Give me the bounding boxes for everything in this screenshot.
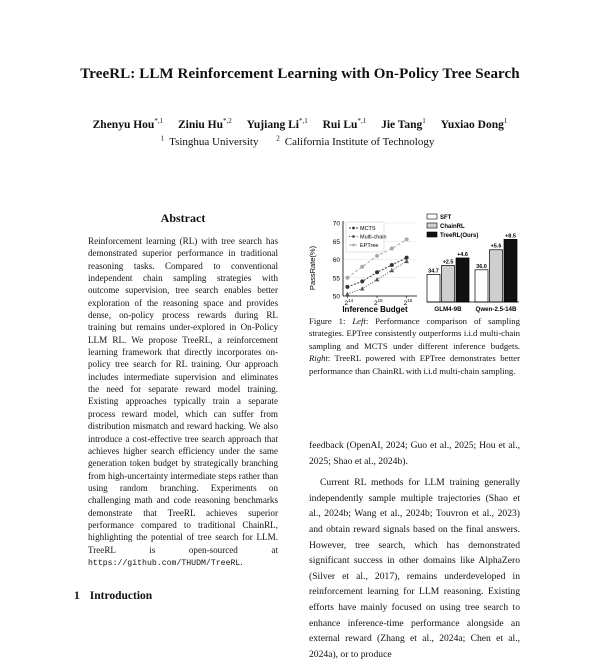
data-point xyxy=(360,265,364,269)
bar-value-label: +4.6 xyxy=(457,251,468,258)
bar xyxy=(442,265,455,302)
paragraph: feedback (OpenAI, 2024; Guo et al., 2025; Hou et al., 2025; Shao et al., 2024b). xyxy=(309,440,520,467)
legend-label: SFT xyxy=(440,215,452,221)
legend-marker xyxy=(352,235,355,238)
legend-marker xyxy=(352,244,355,247)
affiliation: $^1$ Tsinghua University xyxy=(160,134,259,148)
bar xyxy=(475,270,488,302)
x-tick-label: $2^{15}$ xyxy=(374,298,383,307)
author: Zhenyu Hou$^{*,1}$ xyxy=(92,117,164,131)
bar xyxy=(456,258,469,302)
legend-swatch xyxy=(427,232,437,237)
y-tick-label: 70 xyxy=(332,220,340,228)
bar-value-label: +8.5 xyxy=(505,233,516,240)
affiliations xyxy=(0,134,600,148)
category-label: GLM4-9B xyxy=(434,306,462,313)
bar-value-label: +5.6 xyxy=(490,243,502,250)
bar-value-label: 36.0 xyxy=(476,263,487,270)
section-heading-introduction: 1 Introduction xyxy=(74,590,153,602)
figure-caption: Figure 1: Left: Performance comparison of sampling strategies. EPTree consistently outperforms i.i.d multi-chain sampling and MCTS under different inference budgets. Right: TreeRL powered with EPTree demonstrates better performance than ChainRL with i.i.d multi-chain sampling. xyxy=(309,316,520,376)
data-point xyxy=(345,276,349,280)
data-point xyxy=(345,292,350,296)
line-chart xyxy=(305,213,425,315)
author: Yujiang $Li^{*,1}$ xyxy=(246,117,308,131)
data-point xyxy=(390,268,395,272)
legend-swatch xyxy=(427,214,437,219)
author: Jie Tang$^1$ xyxy=(381,117,426,131)
y-tick-label: 50 xyxy=(332,293,340,301)
bar xyxy=(490,250,503,302)
legend-label: MCTS xyxy=(360,226,376,232)
bar-value-label: +2.5 xyxy=(442,259,454,266)
data-point xyxy=(375,254,379,258)
data-point xyxy=(360,279,364,283)
author: Rui $Lu^{*,1}$ xyxy=(322,117,367,131)
data-point xyxy=(405,237,409,241)
x-tick-label: $2^{14}$ xyxy=(344,298,354,307)
bar xyxy=(427,274,440,302)
legend-label: TreeRL(Ours) xyxy=(440,233,479,239)
data-point xyxy=(390,263,394,267)
y-tick-label: 65 xyxy=(332,238,340,246)
affiliation: $^2$ California Institute of Technology xyxy=(276,134,435,148)
paper-title: TreeRL: LLM Reinforcement Learning with On-Policy Tree Search xyxy=(80,66,520,82)
abstract-body: Reinforcement learning (RL) with tree search has demonstrated superior performance in traditional reasoning tasks. Compared to conventional independent chain sampling strategies with outcome supervision, tree search enables better exploration of the reasoning space and provides dense, on-policy process rewards during RL training but remains under-explored in On-Policy LLM RL. We propose TreeRL, a reinforcement learning framework that directly incorporates on-policy tree search for RL training. Our approach includes intermediate supervision and eliminates the need for separate reward model training. Existing approaches typically train a separate process reward model, which can suffer from distribution mismatch and reward hacking. We also introduce a cost-effective tree search approach that achieves higher search efficiency under the same generation token budget by strategically branching from high-uncertainty intermediate steps rather than using random branching. Experiments on challenging math and code reasoning benchmarks demonstrate that TreeRL achieves superior performance compared to traditional ChainRL, highlighting the potential of tree search for LLM. TreeRL is open-sourced at https://github.com/THUDM/TreeRL. xyxy=(88,236,278,568)
data-point xyxy=(345,285,349,289)
legend-swatch xyxy=(427,223,437,228)
right-column-text xyxy=(309,438,520,668)
x-tick-label: $2^{16}$ xyxy=(403,298,413,307)
bar-value-label: 34.7 xyxy=(428,268,439,275)
data-point xyxy=(390,247,394,251)
author-list xyxy=(0,117,600,131)
x-axis-label: Inference Budget xyxy=(342,305,408,314)
y-tick-label: 60 xyxy=(332,257,340,264)
author: Ziniu $Hu^{*,2}$ xyxy=(177,117,232,131)
author: Yuxiao Dong$^1$ xyxy=(440,117,508,131)
y-axis-label: PassRate(%) xyxy=(308,245,317,291)
legend-marker xyxy=(352,227,355,230)
bar-chart xyxy=(425,210,523,314)
paragraph: Current RL methods for LLM training generally independently sample multiple trajectories (Shao et al., 2024b; Wang et al., 2024b; Touvron et al., 2023) and obtain reward signals based on the final answers. However, tree search, which has demonstrated significant success in other domains like AlphaZero (Silver et al., 2017), remains underdeveloped in reinforcement learning for LLM reasoning. Existing efforts have mainly focused on using tree search to enhance inference-time performance alongside an external reward (Zhang et al., 2024a; Chen et al., 2024a), or to produce xyxy=(309,477,520,660)
legend-label: EPTree xyxy=(360,243,379,249)
bar xyxy=(504,239,517,302)
y-tick-label: 55 xyxy=(332,275,340,283)
abstract-heading: Abstract xyxy=(160,211,206,225)
data-point xyxy=(375,270,379,274)
category-label: Qwen-2.5-14B xyxy=(475,306,517,313)
legend-label: ChainRL xyxy=(440,224,465,230)
legend-label: Multi-chain xyxy=(360,234,387,241)
repo-link[interactable]: https://github.com/THUDM/TreeRL xyxy=(88,558,241,568)
data-point xyxy=(360,286,365,290)
